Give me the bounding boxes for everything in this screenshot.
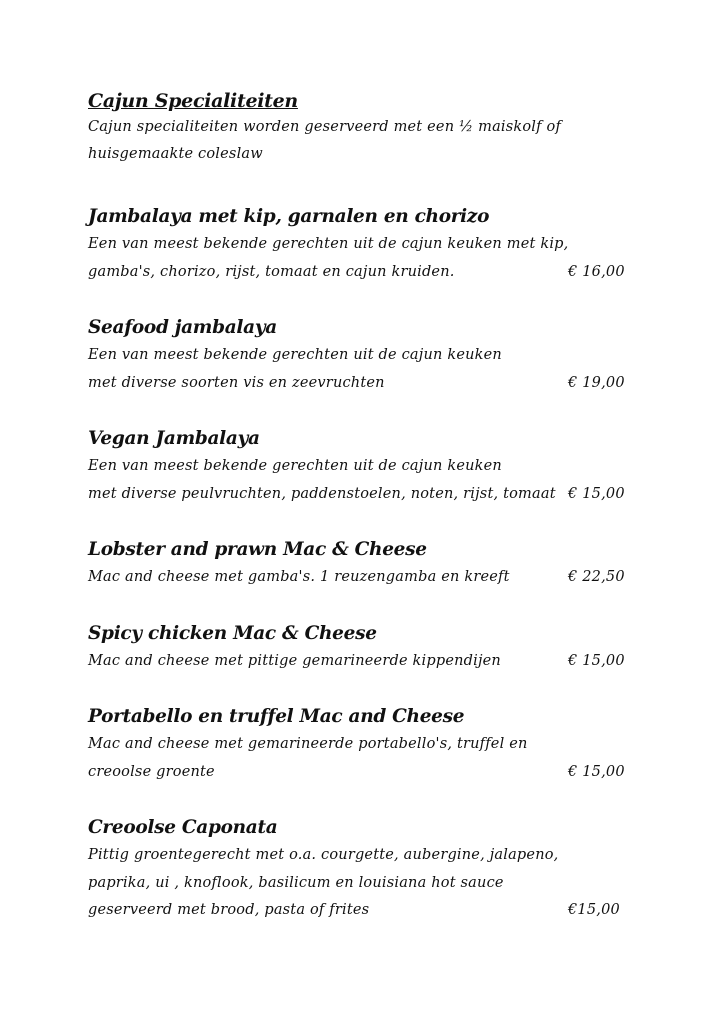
menu-item-description-line [88, 842, 648, 870]
menu-item-price: €15,00 [568, 902, 620, 918]
section-header [88, 88, 648, 168]
menu-item-description-text: met diverse peulvruchten, paddenstoelen, noten, rijst, tomaat [88, 485, 556, 502]
menu-item-description-text: creoolse groente [88, 763, 215, 780]
menu-item-name: Jambalaya met kip, garnalen en chorizo [88, 206, 490, 227]
menu-item-price: € 16,00 [568, 263, 625, 280]
menu-item-description-line [88, 731, 648, 759]
menu-item-description-line [88, 870, 648, 898]
menu-item [88, 315, 648, 397]
menu-item-description-text: met diverse soorten vis en zeevruchten [88, 374, 385, 391]
menu-item-description-line [88, 481, 648, 509]
menu-item-name: Vegan Jambalaya [88, 428, 260, 449]
menu-item-name: Portabello en truffel Mac and Cheese [88, 706, 465, 727]
menu-item-price: € 15,00 [568, 652, 625, 669]
menu-page [88, 88, 648, 954]
menu-item-name: Lobster and prawn Mac & Cheese [88, 539, 427, 560]
menu-item-price: € 22,50 [568, 569, 625, 585]
menu-item-price: € 15,00 [568, 485, 625, 502]
menu-item-description-line [88, 259, 648, 287]
menu-item [88, 815, 648, 925]
menu-item-description-line [88, 453, 648, 481]
menu-item-name: Spicy chicken Mac & Cheese [88, 622, 377, 644]
menu-item-description-line [88, 897, 648, 925]
menu-item-description-text: Mac and cheese met gamba's. 1 reuzengamba en kreeft [88, 569, 510, 585]
menu-item-price: € 19,00 [568, 374, 625, 391]
menu-items [88, 204, 648, 925]
menu-item-description-text: Een van meest bekende gerechten uit de cajun keuken [88, 347, 502, 363]
section-description [88, 114, 648, 168]
menu-item-description-text: geserveerd met brood, pasta of frites [88, 902, 370, 918]
menu-item-description-line [88, 231, 648, 259]
menu-item-description-line [88, 370, 648, 398]
menu-item-description-text: Mac and cheese met gemarineerde portabello's, truffel en [88, 736, 528, 752]
section-description-line: Cajun specialiteiten worden geserveerd met een ½ maiskolf of [88, 119, 562, 135]
menu-item-description-text: Een van meest bekende gerechten uit de cajun keuken [88, 458, 502, 474]
menu-item-description-text: Mac and cheese met pittige gemarineerde kippendijen [88, 652, 501, 669]
menu-item [88, 426, 648, 508]
menu-item-description-text: Een van meest bekende gerechten uit de cajun keuken met kip, [88, 236, 569, 252]
menu-item-name: Creoolse Caponata [88, 817, 278, 838]
menu-item-description-text: gamba's, chorizo, rijst, tomaat en cajun kruiden. [88, 263, 455, 280]
menu-item-description-line [88, 342, 648, 370]
menu-item [88, 204, 648, 286]
menu-item [88, 704, 648, 786]
menu-item-description-line [88, 759, 648, 787]
section-title: Cajun Specialiteiten [88, 90, 298, 112]
menu-item-price: € 15,00 [568, 763, 625, 780]
menu-item [88, 621, 648, 676]
menu-item-description-text: paprika, ui , knoflook, basilicum en louisiana hot sauce [88, 874, 504, 891]
menu-item-description-line [88, 564, 648, 592]
menu-item-description-line [88, 648, 648, 676]
menu-item [88, 537, 648, 592]
section-description-line: huisgemaakte coleslaw [88, 146, 263, 162]
menu-item-description-text: Pittig groentegerecht met o.a. courgette, aubergine, jalapeno, [88, 847, 559, 863]
menu-item-name: Seafood jambalaya [88, 317, 277, 338]
